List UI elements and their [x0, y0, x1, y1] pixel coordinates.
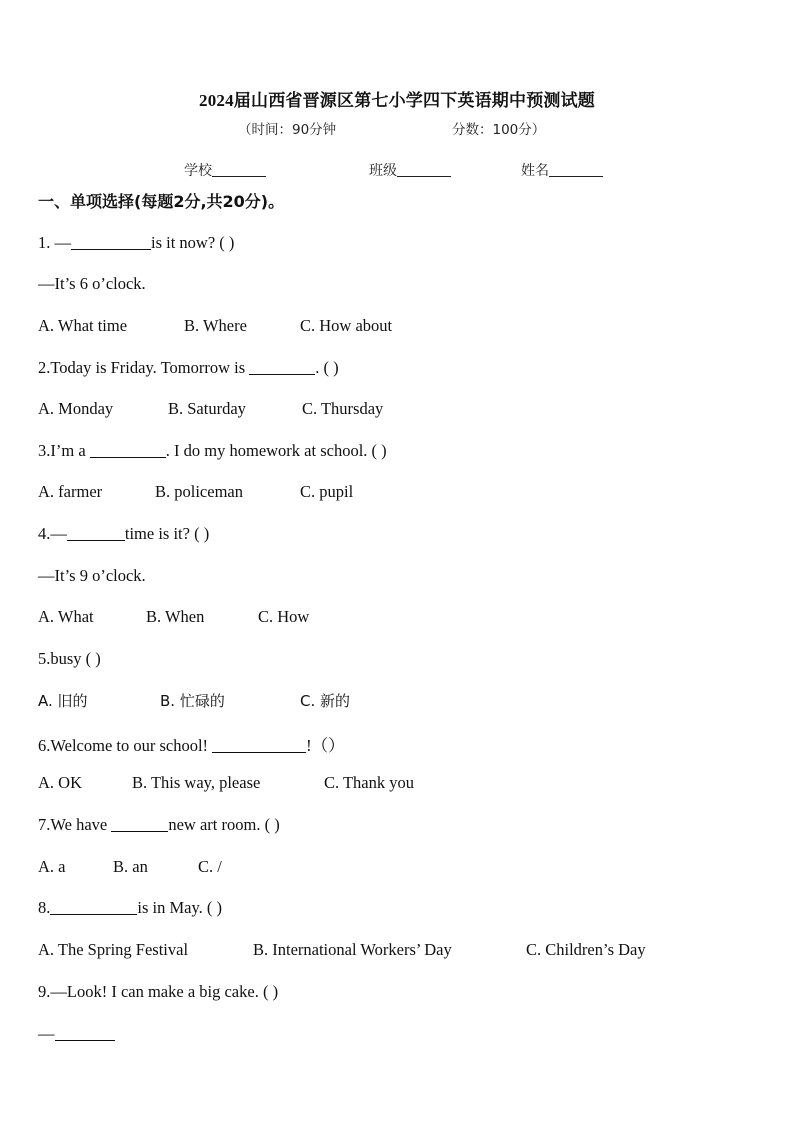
q3-option-c[interactable]: C. pupil — [300, 482, 354, 501]
question-8 — [38, 898, 222, 918]
name-blank[interactable] — [549, 162, 603, 177]
q4-blank[interactable] — [67, 525, 125, 541]
q2-blank[interactable] — [249, 359, 315, 375]
q4-option-c[interactable]: C. How — [258, 607, 310, 626]
q3-option-a[interactable]: A. farmer — [38, 482, 103, 501]
question-2 — [38, 358, 339, 378]
question-3 — [38, 441, 387, 461]
exam-title: 2024届山西省晋源区第七小学四下英语期中预测试题 — [199, 91, 595, 110]
q4-stem-post: time is it? ( ) — [124, 524, 210, 543]
exam-score: 分数：100分） — [452, 122, 546, 138]
class-label: 班级 — [369, 163, 397, 179]
q3-stem-pre: 3.I’m a — [38, 441, 90, 460]
question-9: 9.—Look! I can make a big cake. ( ) — [38, 982, 279, 1001]
class-field — [369, 160, 451, 180]
q8-option-c[interactable]: C. Children’s Day — [526, 940, 646, 959]
q3-blank[interactable] — [90, 442, 166, 458]
q8-option-b[interactable]: B. International Workers’ Day — [253, 940, 452, 959]
q9-blank[interactable] — [55, 1025, 115, 1041]
q6-blank[interactable] — [212, 737, 306, 753]
q1-option-b[interactable]: B. Where — [184, 316, 247, 335]
q3-stem-post: . I do my homework at school. ( ) — [165, 441, 387, 460]
q1-option-a[interactable]: A. What time — [38, 316, 128, 335]
name-label: 姓名 — [521, 163, 549, 179]
q4-answer-line: —It’s 9 o’clock. — [38, 566, 146, 585]
school-label: 学校 — [184, 163, 212, 179]
name-field — [521, 160, 603, 180]
school-blank[interactable] — [212, 162, 266, 177]
q3-option-b[interactable]: B. policeman — [155, 482, 243, 501]
q9-answer-line — [38, 1024, 115, 1044]
q1-stem-pre: 1. — — [38, 233, 71, 252]
q8-stem-post: is in May. ( ) — [137, 898, 223, 917]
q5-option-b[interactable]: B. 忙碌的 — [160, 692, 225, 710]
q7-stem-post: new art room. ( ) — [168, 815, 280, 834]
exam-time: （时间：90分钟 — [238, 122, 337, 138]
q6-option-b[interactable]: B. This way, please — [132, 773, 261, 792]
q2-stem-pre: 2.Today is Friday. Tomorrow is — [38, 358, 250, 377]
q2-option-b[interactable]: B. Saturday — [168, 399, 246, 418]
q9-dash: — — [38, 1024, 55, 1043]
question-1 — [38, 233, 234, 253]
q5-option-c[interactable]: C. 新的 — [300, 692, 351, 710]
q2-option-a[interactable]: A. Monday — [38, 399, 114, 418]
q8-stem-pre: 8. — [38, 898, 51, 917]
q7-option-a[interactable]: A. a — [38, 857, 66, 876]
class-blank[interactable] — [397, 162, 451, 177]
section-heading: 一、单项选择(每题2分,共20分)。 — [38, 192, 285, 211]
school-field — [184, 160, 266, 180]
q1-blank[interactable] — [71, 234, 151, 250]
q6-stem-post: !（） — [306, 736, 345, 755]
q4-stem-pre: 4.— — [38, 524, 67, 543]
q1-answer-line: —It’s 6 o’clock. — [38, 274, 146, 293]
q8-option-a[interactable]: A. The Spring Festival — [38, 940, 189, 959]
q5-option-a[interactable]: A. 旧的 — [38, 692, 88, 710]
q2-stem-post: . ( ) — [315, 358, 339, 377]
q7-blank[interactable] — [111, 816, 168, 832]
q1-option-c[interactable]: C. How about — [300, 316, 393, 335]
q2-option-c[interactable]: C. Thursday — [302, 399, 384, 418]
question-6 — [38, 732, 345, 756]
q1-stem-post: is it now? ( ) — [151, 233, 235, 252]
q8-blank[interactable] — [50, 899, 137, 915]
q7-option-c[interactable]: C. / — [198, 857, 222, 876]
q4-option-b[interactable]: B. When — [146, 607, 205, 626]
question-5: 5.busy ( ) — [38, 649, 101, 668]
q6-stem-pre: 6.Welcome to our school! — [38, 736, 213, 755]
q6-option-a[interactable]: A. OK — [38, 773, 82, 792]
q7-option-b[interactable]: B. an — [113, 857, 148, 876]
q4-option-a[interactable]: A. What — [38, 607, 94, 626]
q7-stem-pre: 7.We have — [38, 815, 112, 834]
q6-option-c[interactable]: C. Thank you — [324, 773, 414, 792]
question-4 — [38, 524, 209, 544]
question-7 — [38, 815, 280, 835]
